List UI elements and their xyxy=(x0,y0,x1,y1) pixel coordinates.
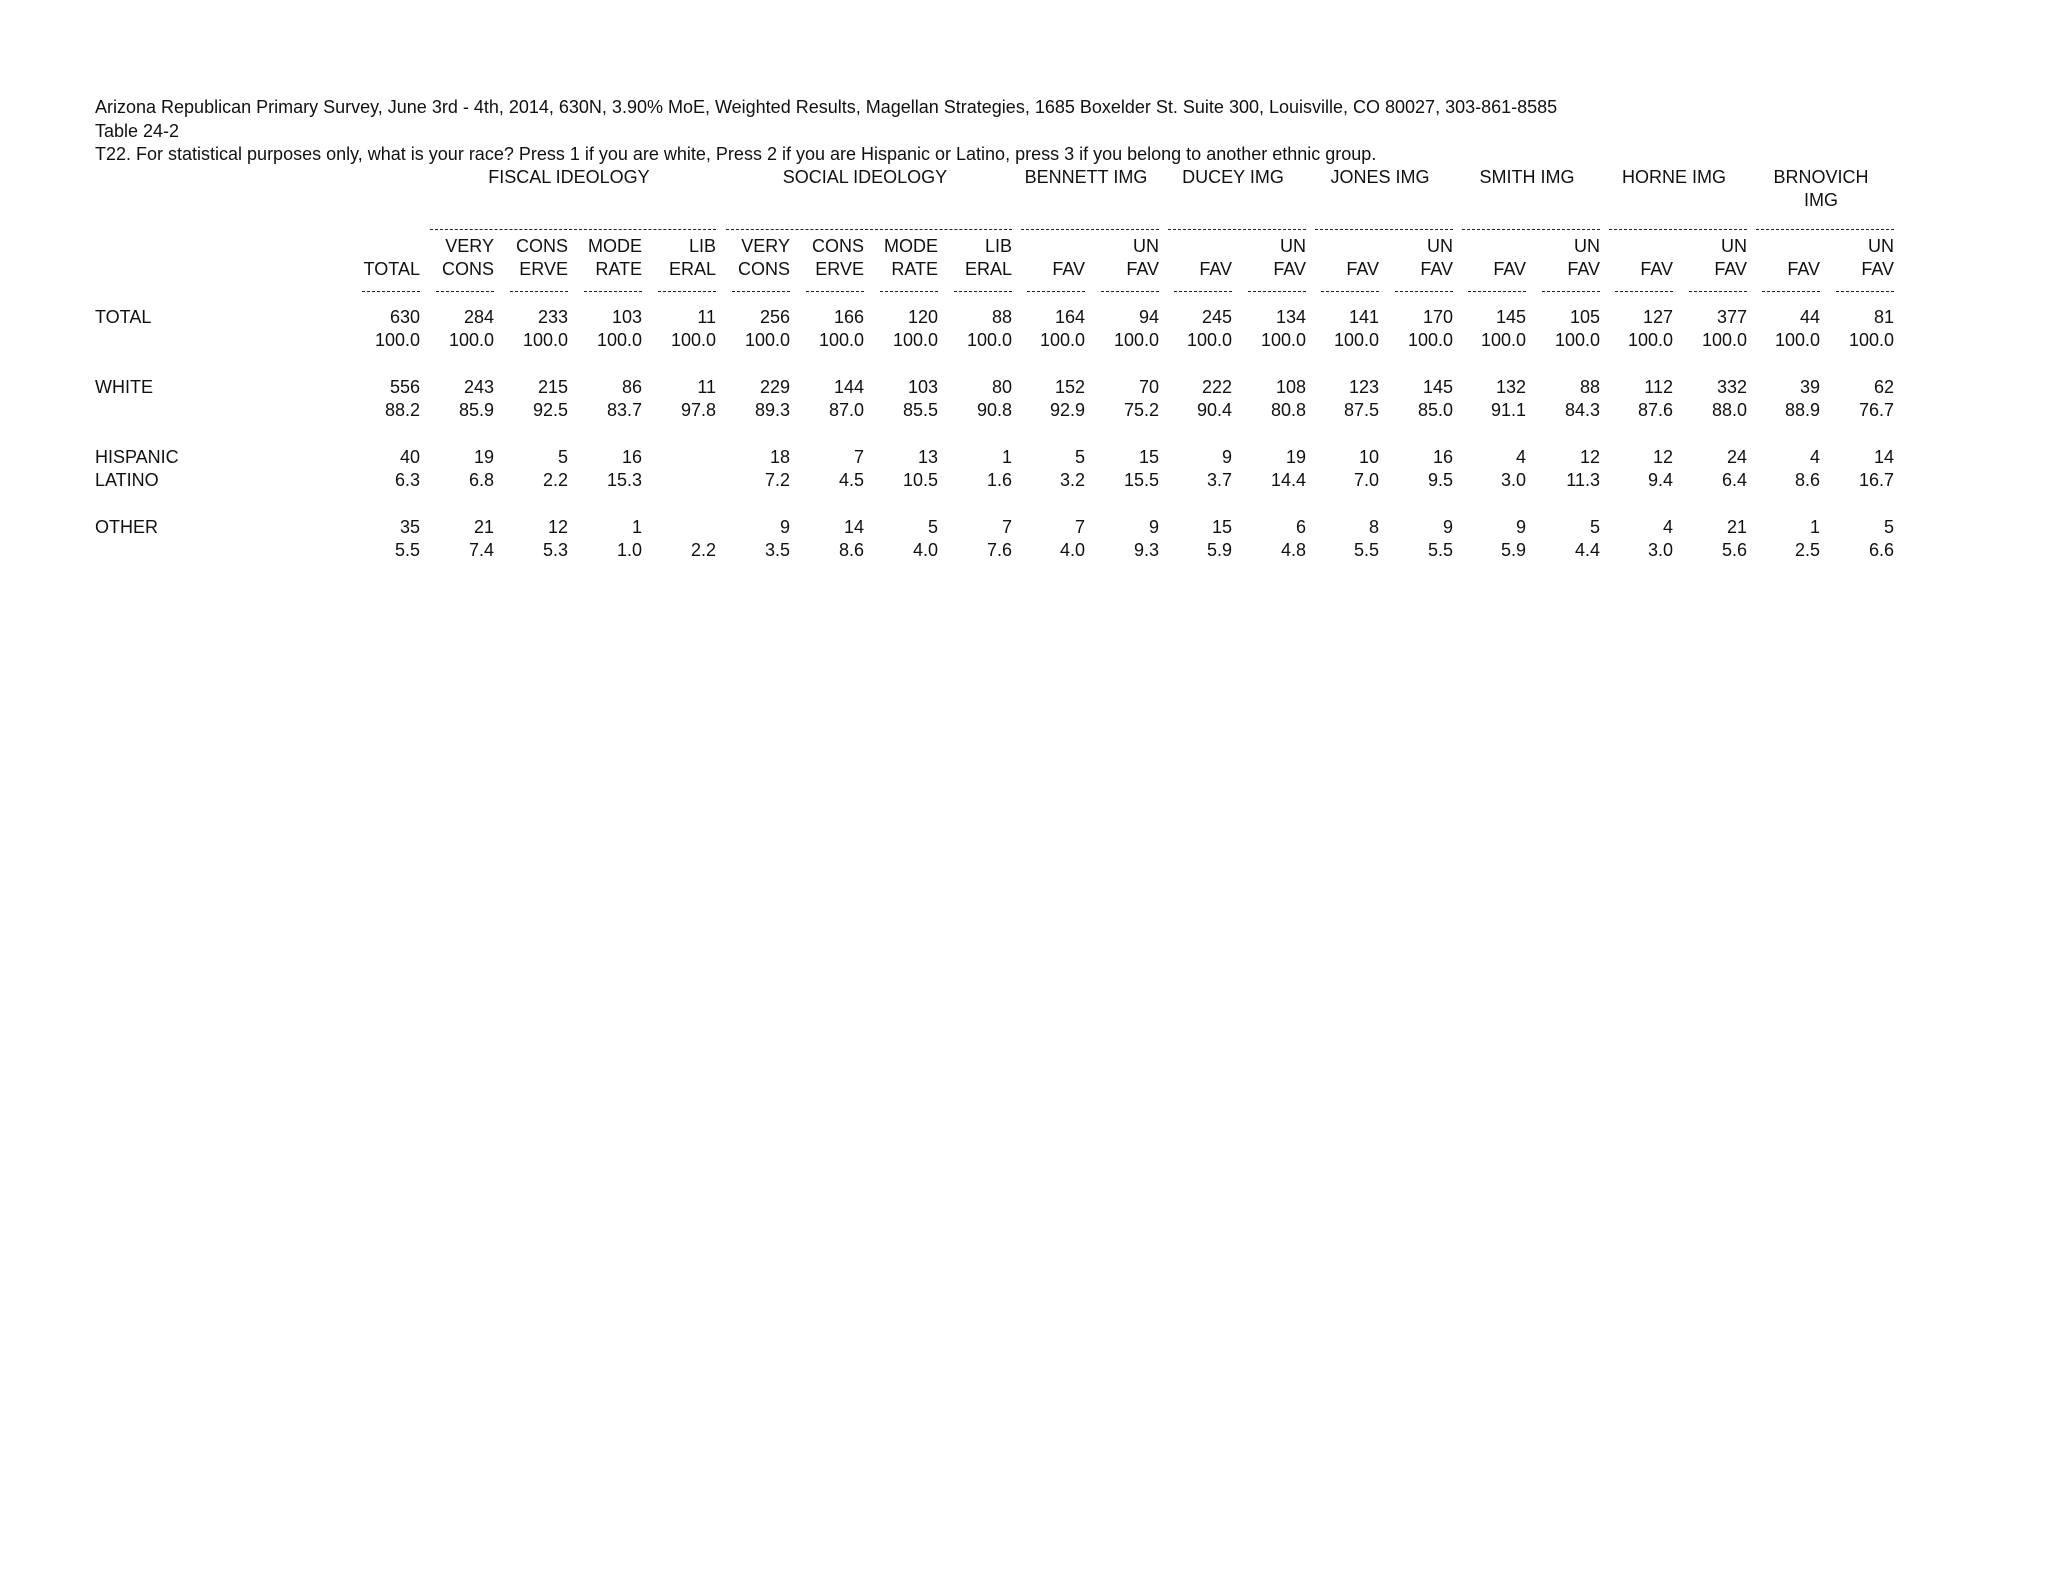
percent-cell: 83.7 xyxy=(606,400,642,420)
column-header-line1: LIB xyxy=(688,236,716,256)
column-header-line2: FAV xyxy=(1787,259,1820,279)
column-underline xyxy=(954,291,1012,292)
column-header-line1: MODE xyxy=(884,236,938,256)
column-header-line2: FAV xyxy=(1199,259,1232,279)
column-header-line2: TOTAL xyxy=(363,259,420,279)
column-underline xyxy=(1762,291,1820,292)
percent-cell: 9.5 xyxy=(1427,470,1453,490)
percent-cell: 89.3 xyxy=(754,400,790,420)
count-cell: 8 xyxy=(1368,517,1379,537)
percent-cell: 5.5 xyxy=(394,540,420,560)
percent-cell: 3.0 xyxy=(1500,470,1526,490)
percent-cell: 6.6 xyxy=(1868,540,1894,560)
count-cell: 86 xyxy=(621,377,642,397)
count-cell: 11 xyxy=(697,307,716,327)
count-cell: 7 xyxy=(853,447,864,467)
count-cell: 5 xyxy=(1074,447,1085,467)
count-cell: 80 xyxy=(991,377,1012,397)
count-cell: 9 xyxy=(1148,517,1159,537)
count-cell: 94 xyxy=(1138,307,1159,327)
percent-cell: 88.9 xyxy=(1784,400,1820,420)
column-header-line2: FAV xyxy=(1640,259,1673,279)
column-header-line1: UN xyxy=(1280,236,1306,256)
column-header-line2: FAV xyxy=(1493,259,1526,279)
row-label: OTHER xyxy=(95,517,158,537)
percent-cell: 4.0 xyxy=(1059,540,1085,560)
count-cell: 5 xyxy=(1589,517,1600,537)
count-cell: 105 xyxy=(1569,307,1600,327)
percent-cell: 2.2 xyxy=(690,540,716,560)
count-cell: 15 xyxy=(1138,447,1159,467)
percent-cell: 11.3 xyxy=(1566,470,1600,490)
percent-cell: 92.5 xyxy=(532,400,568,420)
count-cell: 16 xyxy=(621,447,642,467)
percent-cell: 6.4 xyxy=(1721,470,1747,490)
column-header-line1: CONS xyxy=(515,236,568,256)
percent-cell: 2.2 xyxy=(542,470,568,490)
column-header-line1: UN xyxy=(1574,236,1600,256)
column-underline xyxy=(510,291,568,292)
count-cell: 152 xyxy=(1054,377,1085,397)
percent-cell: 85.9 xyxy=(458,400,494,420)
column-underline xyxy=(1468,291,1526,292)
group-label: IMG xyxy=(1804,190,1838,210)
percent-cell: 88.0 xyxy=(1711,400,1747,420)
count-cell: 21 xyxy=(1726,517,1747,537)
count-cell: 1 xyxy=(631,517,642,537)
percent-cell: 100.0 xyxy=(1774,330,1820,350)
percent-cell: 100.0 xyxy=(1627,330,1673,350)
column-underline xyxy=(1027,291,1085,292)
group-separator xyxy=(1462,229,1600,230)
count-cell: 243 xyxy=(463,377,494,397)
percent-cell: 15.5 xyxy=(1123,470,1159,490)
count-cell: 164 xyxy=(1054,307,1085,327)
count-cell: 103 xyxy=(611,307,642,327)
percent-cell: 100.0 xyxy=(522,330,568,350)
column-underline xyxy=(880,291,938,292)
percent-cell: 3.7 xyxy=(1206,470,1232,490)
percent-cell: 100.0 xyxy=(1039,330,1085,350)
count-cell: 108 xyxy=(1275,377,1306,397)
group-label: DUCEY IMG xyxy=(1182,167,1284,187)
percent-cell: 100.0 xyxy=(1407,330,1453,350)
percent-cell: 100.0 xyxy=(1480,330,1526,350)
percent-cell: 90.8 xyxy=(976,400,1012,420)
group-label: FISCAL IDEOLOGY xyxy=(488,167,650,187)
table-id: Table 24-2 xyxy=(95,121,180,141)
count-cell: 1 xyxy=(1809,517,1820,537)
percent-cell: 4.5 xyxy=(838,470,864,490)
count-cell: 123 xyxy=(1348,377,1379,397)
column-header-line2: ERAL xyxy=(668,259,716,279)
percent-cell: 100.0 xyxy=(1333,330,1379,350)
count-cell: 14 xyxy=(843,517,864,537)
count-cell: 35 xyxy=(399,517,420,537)
count-cell: 40 xyxy=(399,447,420,467)
column-underline xyxy=(1615,291,1673,292)
count-cell: 7 xyxy=(1074,517,1085,537)
percent-cell: 6.8 xyxy=(468,470,494,490)
count-cell: 103 xyxy=(907,377,938,397)
count-cell: 120 xyxy=(907,307,938,327)
percent-cell: 5.9 xyxy=(1500,540,1526,560)
column-header-line2: ERVE xyxy=(815,259,864,279)
group-label: JONES IMG xyxy=(1330,167,1430,187)
count-cell: 127 xyxy=(1642,307,1673,327)
percent-cell: 87.6 xyxy=(1637,400,1673,420)
count-cell: 5 xyxy=(927,517,938,537)
percent-cell: 100.0 xyxy=(448,330,494,350)
percent-cell: 76.7 xyxy=(1858,400,1894,420)
percent-cell: 5.5 xyxy=(1353,540,1379,560)
column-underline xyxy=(436,291,494,292)
group-separator xyxy=(1315,229,1453,230)
column-header-line2: FAV xyxy=(1714,259,1747,279)
count-cell: 18 xyxy=(769,447,790,467)
percent-cell: 3.2 xyxy=(1059,470,1085,490)
count-cell: 166 xyxy=(833,307,864,327)
percent-cell: 100.0 xyxy=(374,330,420,350)
count-cell: 11 xyxy=(697,377,716,397)
column-header-line1: MODE xyxy=(588,236,642,256)
column-header-line2: FAV xyxy=(1861,259,1894,279)
percent-cell: 85.5 xyxy=(902,400,938,420)
column-header-line2: CONS xyxy=(441,259,494,279)
row-label: HISPANIC xyxy=(95,447,179,467)
count-cell: 229 xyxy=(759,377,790,397)
count-cell: 556 xyxy=(389,377,420,397)
count-cell: 12 xyxy=(1652,447,1673,467)
percent-cell: 100.0 xyxy=(966,330,1012,350)
percent-cell: 2.5 xyxy=(1794,540,1820,560)
percent-cell: 5.6 xyxy=(1721,540,1747,560)
percent-cell: 100.0 xyxy=(1260,330,1306,350)
count-cell: 215 xyxy=(537,377,568,397)
column-underline xyxy=(1248,291,1306,292)
column-underline xyxy=(1689,291,1747,292)
column-underline xyxy=(1321,291,1379,292)
count-cell: 170 xyxy=(1422,307,1453,327)
group-separator xyxy=(1756,229,1894,230)
count-cell: 1 xyxy=(1001,447,1012,467)
percent-cell: 5.9 xyxy=(1206,540,1232,560)
column-header-line2: FAV xyxy=(1567,259,1600,279)
row-label: WHITE xyxy=(95,377,153,397)
percent-cell: 3.5 xyxy=(764,540,790,560)
percent-cell: 100.0 xyxy=(1848,330,1894,350)
column-header-line1: LIB xyxy=(984,236,1012,256)
count-cell: 70 xyxy=(1138,377,1159,397)
column-header-line2: RATE xyxy=(595,259,642,279)
column-underline xyxy=(1174,291,1232,292)
group-label: SMITH IMG xyxy=(1479,167,1575,187)
column-underline xyxy=(658,291,716,292)
percent-cell: 92.9 xyxy=(1049,400,1085,420)
percent-cell: 7.2 xyxy=(764,470,790,490)
count-cell: 332 xyxy=(1716,377,1747,397)
count-cell: 112 xyxy=(1644,377,1673,397)
percent-cell: 100.0 xyxy=(1186,330,1232,350)
column-header-line1: VERY xyxy=(741,236,790,256)
count-cell: 9 xyxy=(1515,517,1526,537)
percent-cell: 90.4 xyxy=(1196,400,1232,420)
percent-cell: 100.0 xyxy=(1701,330,1747,350)
column-header-line1: UN xyxy=(1868,236,1894,256)
percent-cell: 7.4 xyxy=(468,540,494,560)
count-cell: 19 xyxy=(473,447,494,467)
row-label: LATINO xyxy=(95,470,159,490)
count-cell: 630 xyxy=(389,307,420,327)
percent-cell: 88.2 xyxy=(384,400,420,420)
percent-cell: 7.0 xyxy=(1353,470,1379,490)
column-underline xyxy=(732,291,790,292)
count-cell: 4 xyxy=(1515,447,1526,467)
count-cell: 19 xyxy=(1285,447,1306,467)
percent-cell: 3.0 xyxy=(1647,540,1673,560)
column-header-line1: CONS xyxy=(811,236,864,256)
column-header-line1: VERY xyxy=(445,236,494,256)
count-cell: 9 xyxy=(779,517,790,537)
count-cell: 377 xyxy=(1716,307,1747,327)
column-underline xyxy=(1836,291,1894,292)
percent-cell: 7.6 xyxy=(986,540,1012,560)
question-text: T22. For statistical purposes only, what is your race? Press 1 if you are white, Press 2 if you are Hispanic or Latino, press 3 if you belong to another ethnic group. xyxy=(95,144,1377,164)
count-cell: 4 xyxy=(1662,517,1673,537)
percent-cell: 1.0 xyxy=(616,540,642,560)
column-underline xyxy=(584,291,642,292)
percent-cell: 8.6 xyxy=(1794,470,1820,490)
column-header-line2: ERVE xyxy=(519,259,568,279)
percent-cell: 100.0 xyxy=(892,330,938,350)
percent-cell: 100.0 xyxy=(744,330,790,350)
count-cell: 39 xyxy=(1799,377,1820,397)
column-header-line2: RATE xyxy=(891,259,938,279)
percent-cell: 100.0 xyxy=(596,330,642,350)
group-separator xyxy=(1021,229,1159,230)
count-cell: 10 xyxy=(1358,447,1379,467)
percent-cell: 5.5 xyxy=(1427,540,1453,560)
group-separator xyxy=(726,229,1012,230)
group-label: HORNE IMG xyxy=(1621,167,1726,187)
column-underline xyxy=(1395,291,1453,292)
count-cell: 6 xyxy=(1295,517,1306,537)
percent-cell: 75.2 xyxy=(1123,400,1159,420)
count-cell: 12 xyxy=(1579,447,1600,467)
percent-cell: 87.5 xyxy=(1343,400,1379,420)
count-cell: 256 xyxy=(759,307,790,327)
percent-cell: 5.3 xyxy=(542,540,568,560)
count-cell: 134 xyxy=(1275,307,1306,327)
count-cell: 16 xyxy=(1432,447,1453,467)
group-label: SOCIAL IDEOLOGY xyxy=(782,167,948,187)
percent-cell: 100.0 xyxy=(670,330,716,350)
count-cell: 245 xyxy=(1201,307,1232,327)
count-cell: 14 xyxy=(1873,447,1894,467)
count-cell: 81 xyxy=(1873,307,1894,327)
count-cell: 44 xyxy=(1799,307,1820,327)
count-cell: 222 xyxy=(1201,377,1232,397)
count-cell: 62 xyxy=(1873,377,1894,397)
count-cell: 9 xyxy=(1442,517,1453,537)
count-cell: 233 xyxy=(537,307,568,327)
survey-title: Arizona Republican Primary Survey, June 3rd - 4th, 2014, 630N, 3.90% MoE, Weighted Results, Magellan Strategies, 1685 Boxelder St. Suite 300, Louisville, CO 80027, 303-861-8585 xyxy=(95,97,1558,117)
count-cell: 21 xyxy=(473,517,494,537)
column-underline xyxy=(1101,291,1159,292)
percent-cell: 6.3 xyxy=(394,470,420,490)
group-label: BRNOVICH xyxy=(1773,167,1869,187)
count-cell: 88 xyxy=(1579,377,1600,397)
percent-cell: 100.0 xyxy=(1554,330,1600,350)
percent-cell: 9.3 xyxy=(1133,540,1159,560)
count-cell: 284 xyxy=(463,307,494,327)
group-separator xyxy=(430,229,716,230)
column-header-line1: UN xyxy=(1721,236,1747,256)
count-cell: 24 xyxy=(1726,447,1747,467)
column-header-line2: FAV xyxy=(1273,259,1306,279)
column-underline xyxy=(362,291,420,292)
count-cell: 7 xyxy=(1001,517,1012,537)
percent-cell: 16.7 xyxy=(1858,470,1894,490)
group-separator xyxy=(1168,229,1306,230)
percent-cell: 10.5 xyxy=(902,470,938,490)
count-cell: 141 xyxy=(1348,307,1379,327)
column-header-line2: CONS xyxy=(737,259,790,279)
column-header-line2: ERAL xyxy=(964,259,1012,279)
column-underline xyxy=(806,291,864,292)
percent-cell: 15.3 xyxy=(606,470,642,490)
percent-cell: 8.6 xyxy=(838,540,864,560)
count-cell: 4 xyxy=(1809,447,1820,467)
group-label: BENNETT IMG xyxy=(1024,167,1148,187)
percent-cell: 84.3 xyxy=(1564,400,1600,420)
count-cell: 144 xyxy=(833,377,864,397)
percent-cell: 87.0 xyxy=(828,400,864,420)
count-cell: 9 xyxy=(1221,447,1232,467)
count-cell: 15 xyxy=(1211,517,1232,537)
percent-cell: 14.4 xyxy=(1270,470,1306,490)
count-cell: 88 xyxy=(991,307,1012,327)
percent-cell: 100.0 xyxy=(1113,330,1159,350)
percent-cell: 91.1 xyxy=(1490,400,1526,420)
count-cell: 5 xyxy=(1883,517,1894,537)
percent-cell: 97.8 xyxy=(680,400,716,420)
count-cell: 145 xyxy=(1422,377,1453,397)
column-underline xyxy=(1542,291,1600,292)
percent-cell: 9.4 xyxy=(1647,470,1673,490)
percent-cell: 4.0 xyxy=(912,540,938,560)
count-cell: 5 xyxy=(557,447,568,467)
percent-cell: 1.6 xyxy=(986,470,1012,490)
row-label: TOTAL xyxy=(95,307,152,327)
count-cell: 13 xyxy=(917,447,938,467)
count-cell: 145 xyxy=(1495,307,1526,327)
column-header-line2: FAV xyxy=(1346,259,1379,279)
percent-cell: 100.0 xyxy=(818,330,864,350)
percent-cell: 80.8 xyxy=(1270,400,1306,420)
count-cell: 132 xyxy=(1495,377,1526,397)
count-cell: 12 xyxy=(547,517,568,537)
column-header-line1: UN xyxy=(1427,236,1453,256)
column-header-line2: FAV xyxy=(1052,259,1085,279)
column-header-line2: FAV xyxy=(1420,259,1453,279)
group-separator xyxy=(1609,229,1747,230)
percent-cell: 85.0 xyxy=(1417,400,1453,420)
percent-cell: 4.8 xyxy=(1280,540,1306,560)
column-header-line1: UN xyxy=(1133,236,1159,256)
percent-cell: 4.4 xyxy=(1574,540,1600,560)
column-header-line2: FAV xyxy=(1126,259,1159,279)
